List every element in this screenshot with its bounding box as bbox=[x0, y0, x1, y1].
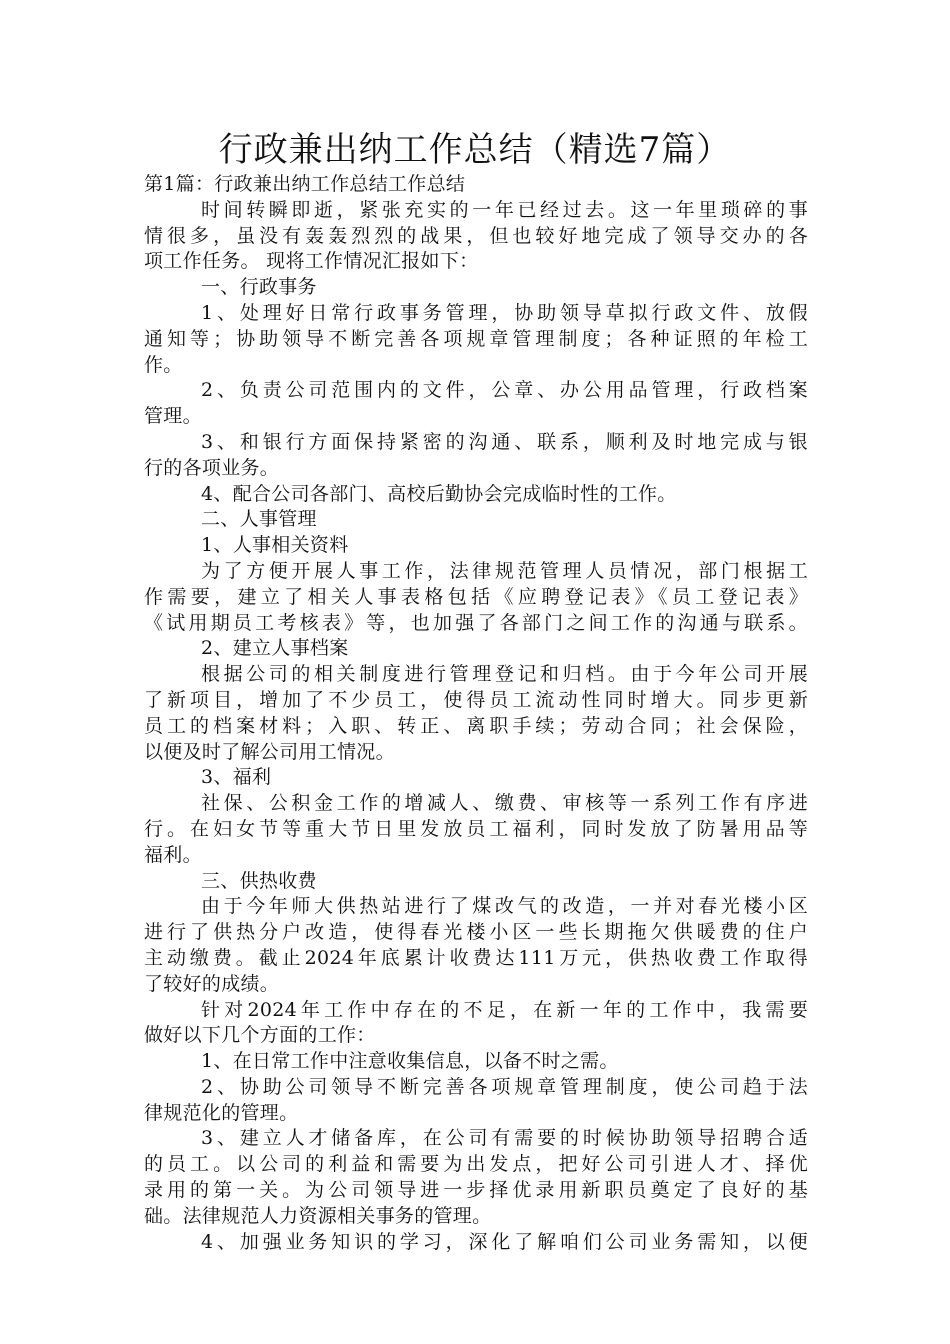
body-line: 情很多，虽没有轰轰烈烈的战果，但也较好地完成了领导交办的各 bbox=[144, 224, 808, 247]
body-line: 1、处理好日常行政事务管理，协助领导草拟行政文件、放假 bbox=[201, 301, 808, 324]
body-line: 2、建立人事档案 bbox=[201, 637, 349, 660]
body-line: 3、福利 bbox=[201, 766, 272, 789]
body-line: 行的各项业务。 bbox=[144, 456, 280, 479]
body-line: 员工的档案材料；入职、转正、离职手续；劳动合同；社会保险， bbox=[144, 714, 808, 737]
body-line: 行。在妇女节等重大节日里发放员工福利，同时发放了防暑用品等 bbox=[144, 817, 808, 840]
body-line: 三、供热收费 bbox=[201, 869, 317, 892]
body-line: 4、配合公司各部门、高校后勤协会完成临时性的工作。 bbox=[201, 482, 677, 505]
body-line: 3、和银行方面保持紧密的沟通、联系，顺利及时地完成与银 bbox=[201, 430, 808, 453]
body-line: 根据公司的相关制度进行管理登记和归档。由于今年公司开展 bbox=[201, 663, 808, 686]
body-line: 为了方便开展人事工作，法律规范管理人员情况，部门根据工 bbox=[201, 559, 808, 582]
body-line: 了较好的成绩。 bbox=[144, 972, 280, 995]
body-line: 础。法律规范人力资源相关事务的管理。 bbox=[144, 1204, 492, 1227]
body-line: 的员工。以公司的利益和需要为出发点，把好公司引进人才、择优 bbox=[144, 1153, 808, 1176]
body-line: 时间转瞬即逝，紧张充实的一年已经过去。这一年里琐碎的事 bbox=[201, 198, 808, 221]
body-line: 项工作任务。 现将工作情况汇报如下： bbox=[144, 250, 479, 273]
body-line: 由于今年师大供热站进行了煤改气的改造，一并对春光楼小区 bbox=[201, 895, 808, 918]
body-line: 作。 bbox=[144, 353, 183, 376]
body-line: 录用的第一关。为公司领导进一步择优录用新职员奠定了良好的基 bbox=[144, 1179, 808, 1202]
body-line: 做好以下几个方面的工作： bbox=[144, 1024, 376, 1047]
document-title: 行政兼出纳工作总结（精选7篇） bbox=[218, 130, 732, 170]
body-line: 3、建立人才储备库，在公司有需要的时候协助领导招聘合适 bbox=[201, 1127, 808, 1150]
body-line: 1、在日常工作中注意收集信息，以备不时之需。 bbox=[201, 1050, 619, 1073]
body-line: 第1篇：行政兼出纳工作总结工作总结 bbox=[144, 173, 466, 195]
document-body bbox=[144, 172, 808, 1255]
body-line: 社保、公积金工作的增减人、缴费、审核等一系列工作有序进 bbox=[201, 792, 808, 815]
body-line: 2、负责公司范围内的文件，公章、办公用品管理，行政档案 bbox=[201, 379, 808, 402]
body-line: 作需要，建立了相关人事表格包括《应聘登记表》《员工登记表》 bbox=[144, 585, 808, 608]
body-line: 1、人事相关资料 bbox=[201, 534, 349, 557]
body-line: 律规范化的管理。 bbox=[144, 1101, 299, 1124]
body-line: 《试用期员工考核表》等，也加强了各部门之间工作的沟通与联系。 bbox=[144, 611, 808, 634]
body-line: 二、人事管理 bbox=[201, 508, 317, 531]
body-line: 针对2024年工作中存在的不足，在新一年的工作中，我需要 bbox=[201, 998, 808, 1021]
body-line: 进行了供热分户改造，使得春光楼小区一些长期拖欠供暖费的住户 bbox=[144, 921, 808, 944]
body-line: 以便及时了解公司用工情况。 bbox=[144, 740, 395, 763]
body-line: 2、协助公司领导不断完善各项规章管理制度，使公司趋于法 bbox=[201, 1075, 808, 1098]
body-line: 管理。 bbox=[144, 405, 202, 428]
body-line: 4、加强业务知识的学习，深化了解咱们公司业务需知，以便 bbox=[201, 1230, 808, 1253]
body-line: 一、行政事务 bbox=[201, 276, 317, 299]
body-line: 了新项目，增加了不少员工，使得员工流动性同时增大。同步更新 bbox=[144, 688, 808, 711]
body-line: 通知等；协助领导不断完善各项规章管理制度；各种证照的年检工 bbox=[144, 327, 808, 350]
body-line: 福利。 bbox=[144, 843, 202, 866]
body-line: 主动缴费。截止2024年底累计收费达111万元，供热收费工作取得 bbox=[144, 946, 808, 969]
